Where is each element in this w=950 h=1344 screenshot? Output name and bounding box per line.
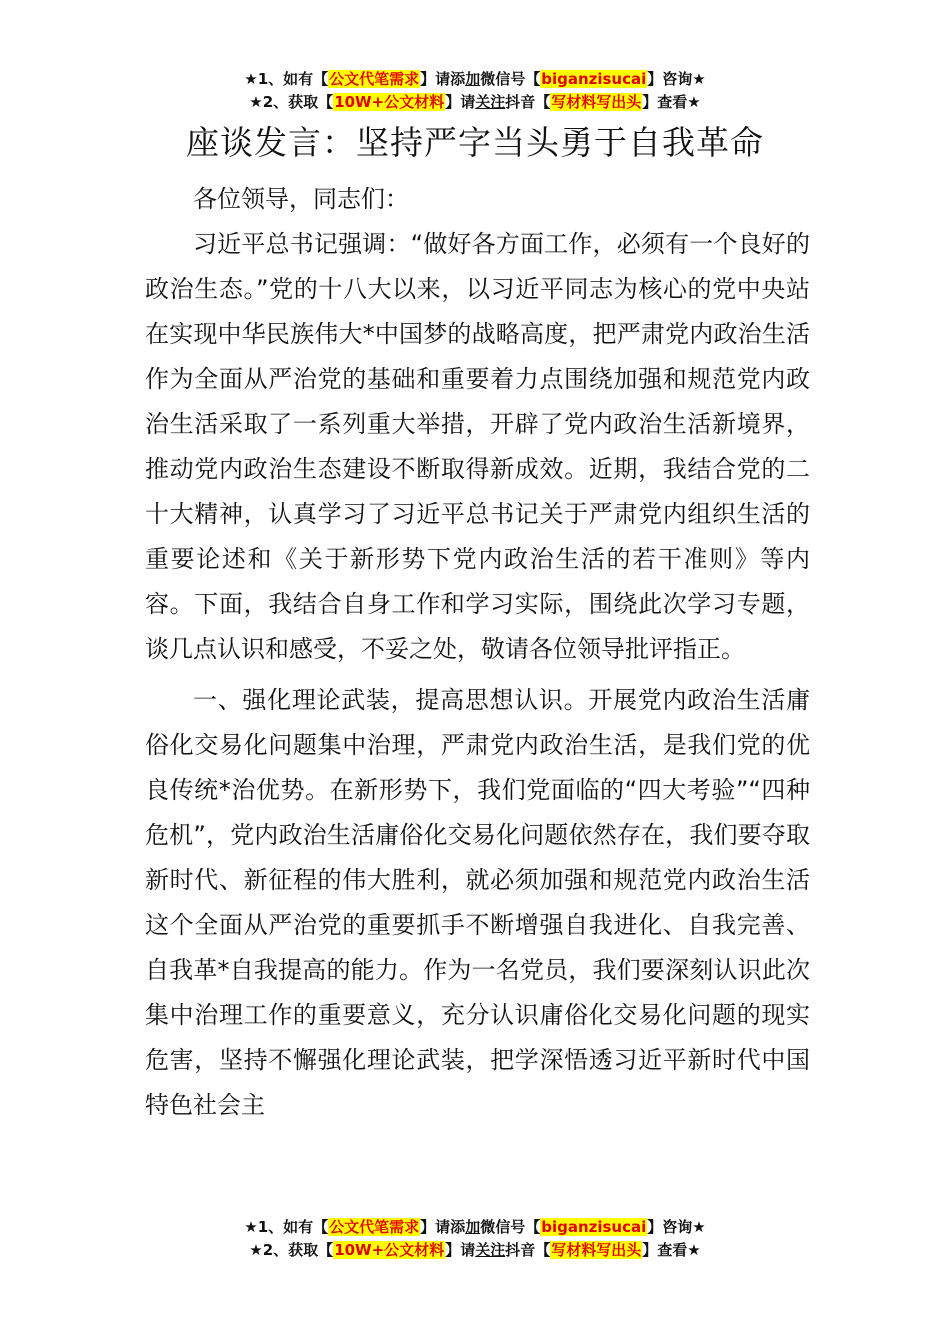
banner-line-1: ★1、如有【公文代笔需求】请添加微信号【biganzisucai】咨询★ xyxy=(244,1218,706,1236)
banner-line-1: ★1、如有【公文代笔需求】请添加微信号【biganzisucai】咨询★ xyxy=(244,70,706,88)
document-body xyxy=(145,177,810,1128)
banner-highlight: 10W+公文材料 xyxy=(334,93,445,111)
banner-highlight: 写材料写出头 xyxy=(551,93,642,111)
banner-highlight: 写材料写出头 xyxy=(551,1241,642,1259)
document-title: 座谈发言：坚持严字当头勇于自我革命 xyxy=(186,123,764,162)
banner-highlight: 公文代笔需求 xyxy=(329,1218,420,1236)
banner-line-2: ★2、获取【10W+公文材料】请关注抖音【写材料写出头】查看★ xyxy=(249,93,701,111)
body-paragraph: 一、强化理论武装，提高思想认识。开展党内政治生活庸俗化交易化问题集中治理，严肃党内政治生活，是我们党的优良传统*治优势。在新形势下，我们党面临的“四大考验”“四种危机”，党内政治生活庸俗化交易化问题依然存在，我们要夺取新时代、新征程的伟大胜利，就必须加强和规范党内政治生活这个全面从严治党的重要抓手不断增强自我进化、自我完善、自我革*自我提高的能力。作为一名党员，我们要深刻认识此次集中治理工作的重要意义，充分认识庸俗化交易化问题的现实危害，坚持不懈强化理论武装，把学深悟透习近平新时代中国特色社会主 xyxy=(145,686,810,1119)
header-ad-banner xyxy=(0,68,950,114)
banner-highlight: 公文代笔需求 xyxy=(329,70,420,88)
body-paragraph: 习近平总书记强调：“做好各方面工作，必须有一个良好的政治生态。”党的十八大以来，以习近平同志为核心的党中央站在实现中华民族伟大*中国梦的战略高度，把严肃党内政治生活作为全面从严治党的基础和重要着力点围绕加强和规范党内政治生活采取了一系列重大举措，开辟了党内政治生活新境界，推动党内政治生态建设不断取得新成效。近期，我结合党的二十大精神，认真学习了习近平总书记关于严肃党内组织生活的重要论述和《关于新形势下党内政治生活的若干准则》等内容。下面，我结合自身工作和学习实际，围绕此次学习专题，谈几点认识和感受，不妥之处，敬请各位领导批评指正。 xyxy=(145,230,810,663)
footer-ad-banner xyxy=(0,1216,950,1262)
salutation: 各位领导，同志们： xyxy=(193,185,409,213)
banner-highlight: biganzisucai xyxy=(541,70,647,88)
banner-highlight: biganzisucai xyxy=(541,1218,647,1236)
banner-highlight: 10W+公文材料 xyxy=(334,1241,445,1259)
banner-line-2: ★2、获取【10W+公文材料】请关注抖音【写材料写出头】查看★ xyxy=(249,1241,701,1259)
